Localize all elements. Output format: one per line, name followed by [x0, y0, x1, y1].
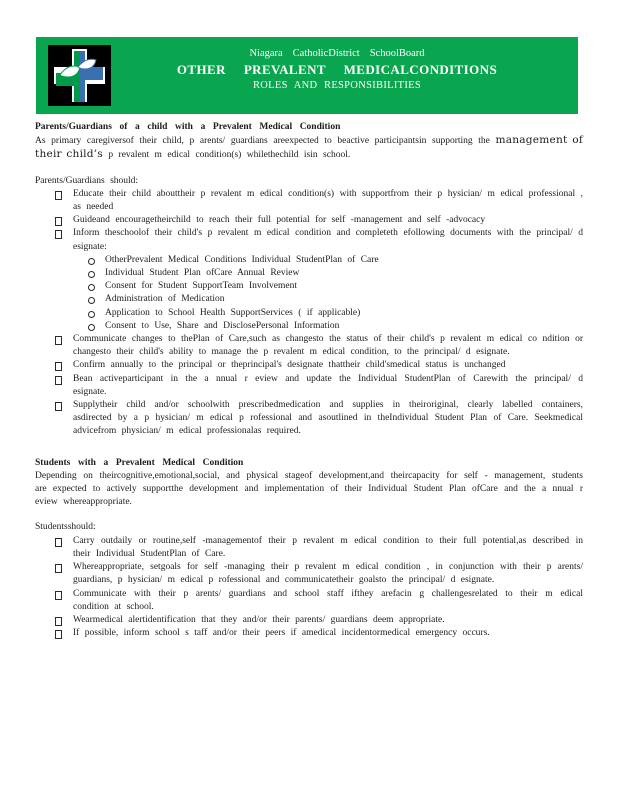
bullet-text: Inform theschoolof their child's p revalent m edical condition and completeth efollowing documents with the principal/ d esignate:	[73, 228, 583, 252]
sub-bullet-text: Individual Student Plan ofCare Annual Review	[105, 268, 300, 279]
bullet-item	[55, 614, 583, 627]
square-bullet-icon	[55, 564, 62, 573]
square-bullet-icon	[55, 402, 62, 411]
sub-bullet-text: OtherPrevalent Medical Conditions Individual StudentPlan of Care	[105, 254, 379, 265]
bullet-text: Supplytheir child and/or schoolwith prescribedmedication and supplies in theiroriginal, clearly labelled containers, asdirected by a p hysician/ m edical p rofessional and asoutlined in theIndividual Student Plan of Care. Seekmedical advicefrom physician/ m edical professionalas required.	[73, 400, 583, 437]
bullet-list	[55, 188, 583, 439]
sub-bullet-text: Administration of Medication	[105, 294, 225, 305]
document-subtitle: ROLES AND RESPONSIBILITIES	[253, 80, 421, 91]
bullet-text: Communicate changes to thePlan of Care,such as changesto the status of their child's p revalent m edical co ndition or changesto their child's ability to manage the p revalent m edical condition, to the principal/ d esignate.	[73, 334, 583, 358]
square-bullet-icon	[55, 230, 62, 239]
bullet-item	[55, 535, 583, 561]
document-body	[35, 121, 583, 640]
circle-bullet-icon	[88, 284, 95, 291]
intro-text-alt-font: management of their child’s	[35, 134, 583, 161]
circle-bullet-icon	[88, 324, 95, 331]
bullet-item	[55, 359, 583, 372]
section-intro-paragraph	[35, 134, 583, 162]
sub-bullet-item	[88, 307, 583, 320]
bullet-item	[55, 214, 583, 227]
bullet-text: Carry outdaily or routine,self -managementof their p revalent m edical condition to their full potential,as described in their Individual StudentPlan of Care.	[73, 535, 583, 559]
square-bullet-icon	[55, 617, 62, 626]
bullet-item	[55, 373, 583, 399]
square-bullet-icon	[55, 336, 62, 345]
bullet-item	[55, 227, 583, 333]
section-parents-guardians	[35, 121, 583, 439]
bullet-text: If possible, inform school s taff and/or their peers if amedical incidentormedical emergency occurs.	[73, 628, 490, 639]
section-heading: Parents/Guardians of a child with a Prevalent Medical Condition	[35, 122, 341, 132]
square-bullet-icon	[55, 362, 62, 371]
section-students	[35, 457, 583, 641]
school-board-logo	[48, 45, 111, 106]
list-lead-in: Studentsshould:	[35, 522, 96, 533]
medical-cross-leaves-icon	[48, 45, 111, 106]
bullet-text: Confirm annually to the principal or theprincipal's designate thattheir child'smedical status is unchanged	[73, 360, 506, 371]
bullet-text: Bean activeparticipant in the a nnual r eview and update the Individual StudentPlan of Carewith the principal/ d esignate.	[73, 373, 583, 397]
square-bullet-icon	[55, 591, 62, 600]
bullet-item	[55, 399, 583, 439]
bullet-text: Wearmedical alertidentification that they and/or their parents/ guardians deem appropriate.	[73, 614, 445, 625]
intro-text: As primary caregiversof their child, p arents/ guardians areexpected to beactive participantsin supporting the	[35, 136, 496, 147]
sub-bullet-item	[88, 280, 583, 293]
sub-bullet-item	[88, 320, 583, 333]
bullet-item	[55, 627, 583, 640]
sub-bullet-list	[88, 254, 583, 333]
square-bullet-icon	[55, 538, 62, 547]
circle-bullet-icon	[88, 258, 95, 265]
document-title: OTHER PREVALENT MEDICALCONDITIONS	[176, 62, 498, 77]
circle-bullet-icon	[88, 311, 95, 318]
circle-bullet-icon	[88, 297, 95, 304]
sub-bullet-text: Consent to Use, Share and DisclosePersonal Information	[105, 320, 340, 331]
sub-bullet-item	[88, 254, 583, 267]
bullet-text: Educate their child abouttheir p revalent m edical condition(s) with supportfrom their p hysician/ m edical professional , as needed	[73, 188, 583, 213]
section-intro-paragraph: Depending on theircognitive,emotional,social, and physical stageof development,and theircapacity for self - management, students are expected to actively supportthe development and implementation of their Individual Student Plan ofCare and the a nnual r eview whereappropriate.	[35, 470, 583, 508]
banner-text-block	[106, 46, 568, 93]
sub-bullet-item	[88, 293, 583, 306]
square-bullet-icon	[55, 376, 62, 385]
sub-bullet-text: Consent for Student SupportTeam Involvement	[105, 281, 297, 292]
list-lead-in: Parents/Guardians should:	[35, 175, 139, 186]
document-header	[36, 37, 578, 114]
sub-bullet-item	[88, 267, 583, 280]
bullet-item	[55, 588, 583, 614]
section-heading: Students with a Prevalent Medical Condition	[35, 457, 244, 468]
bullet-item	[55, 333, 583, 359]
bullet-text: Whereappropriate, setgoals for self -managing their p revalent m edical condition , in conjunction with their p arents/ guardians, p hysician/ m edical p rofessional and communicatetheir goalsto the principal/ d esignate.	[73, 562, 583, 586]
intro-text: p revalent m edical condition(s) whilethechild isin school.	[102, 150, 351, 161]
bullet-list	[55, 535, 583, 641]
bullet-text: Guideand encouragetheirchild to reach their full potential for self -management and self -advocacy	[73, 215, 486, 226]
square-bullet-icon	[55, 630, 62, 639]
bullet-item	[55, 561, 583, 587]
org-name: Niagara CatholicDistrict SchoolBoard	[249, 48, 425, 59]
circle-bullet-icon	[88, 271, 95, 278]
square-bullet-icon	[55, 191, 62, 200]
sub-bullet-text: Application to School Health SupportServices ( if applicable)	[105, 307, 361, 318]
bullet-text: Communicate with their p arents/ guardians and school staff ifthey arefacin g challengesrelated to their m edical condition at school.	[73, 588, 583, 612]
square-bullet-icon	[55, 217, 62, 226]
bullet-item	[55, 188, 583, 214]
